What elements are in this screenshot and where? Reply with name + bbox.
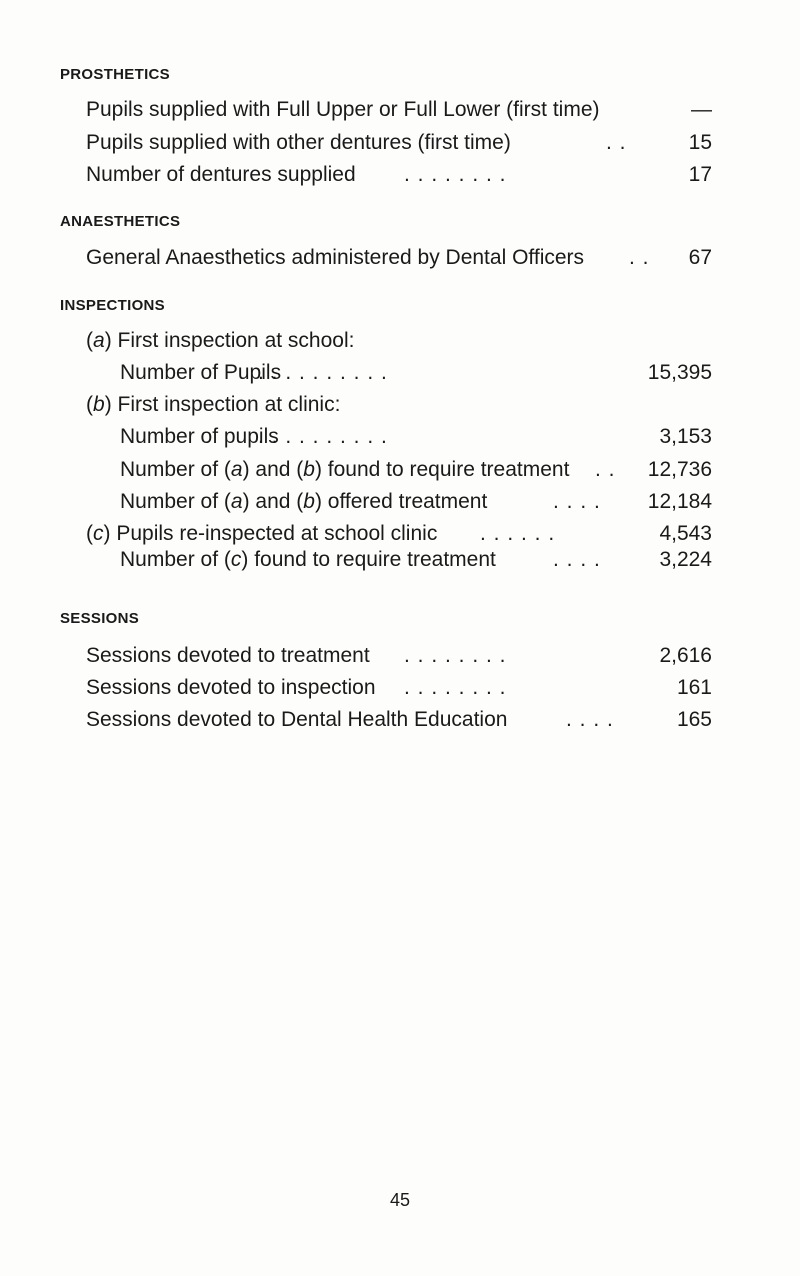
section-heading-anaesthetics: ANAESTHETICS bbox=[60, 213, 181, 230]
row-label: (a) First inspection at school: bbox=[86, 329, 355, 352]
row-value: 12,736 bbox=[647, 458, 712, 481]
row-label: Number of pupils bbox=[120, 425, 279, 448]
row-value: 12,184 bbox=[647, 490, 712, 513]
row-label: Pupils supplied with Full Upper or Full Lower (first time) bbox=[86, 98, 600, 121]
row-label: Number of dentures supplied bbox=[86, 163, 356, 186]
row-label: Sessions devoted to treatment bbox=[86, 644, 370, 667]
row-label: (c) Pupils re-inspected at school clinic bbox=[86, 522, 438, 545]
row-value: 2,616 bbox=[659, 644, 712, 667]
section-heading-prosthetics: PROSTHETICS bbox=[60, 66, 170, 83]
table-row bbox=[86, 161, 712, 189]
row-label: General Anaesthetics administered by Dental Officers bbox=[86, 246, 585, 269]
leader-dots: . . . . bbox=[553, 490, 601, 513]
table-row bbox=[120, 423, 712, 451]
section-heading-sessions: SESSIONS bbox=[60, 610, 140, 627]
table-row bbox=[86, 642, 712, 670]
row-value: 3,153 bbox=[659, 425, 712, 448]
row-label: (b) First inspection at clinic: bbox=[86, 393, 341, 416]
row-value: 161 bbox=[676, 676, 712, 699]
leader-dots: . . . . . . . . bbox=[404, 676, 507, 699]
leader-dots: . . bbox=[606, 131, 627, 154]
row-label: Sessions devoted to Dental Health Education bbox=[86, 708, 508, 731]
table-row bbox=[86, 129, 712, 157]
row-label: Number of (a) and (b) found to require treatment bbox=[120, 458, 570, 481]
table-row bbox=[86, 327, 712, 355]
row-label: Number of Pupils bbox=[120, 361, 282, 384]
row-value: 15,395 bbox=[647, 361, 712, 384]
row-value: — bbox=[691, 98, 712, 121]
row-label: Number of (a) and (b) offered treatment bbox=[120, 490, 488, 513]
row-label: Number of (c) found to require treatment bbox=[120, 548, 496, 571]
table-row bbox=[120, 488, 712, 516]
table-row bbox=[120, 359, 712, 387]
table-row bbox=[86, 674, 712, 702]
leader-dots: . . . . . . . . bbox=[404, 163, 507, 186]
row-value: 165 bbox=[676, 708, 712, 731]
table-row bbox=[86, 96, 712, 124]
table-row bbox=[120, 546, 712, 574]
leader-dots: . . . . bbox=[553, 548, 601, 571]
row-value: 17 bbox=[688, 163, 712, 186]
row-value: 15 bbox=[688, 131, 712, 154]
table-row bbox=[86, 244, 712, 272]
row-label: Pupils supplied with other dentures (first time) bbox=[86, 131, 511, 154]
row-label: Sessions devoted to inspection bbox=[86, 676, 376, 699]
table-row bbox=[120, 456, 712, 484]
leader-dots: . . . . . . bbox=[480, 522, 556, 545]
section-heading-inspections: INSPECTIONS bbox=[60, 297, 165, 314]
leader-dots: . . bbox=[629, 246, 650, 269]
row-value: 67 bbox=[688, 246, 712, 269]
page-number: 45 bbox=[389, 1190, 411, 1210]
table-row bbox=[86, 520, 712, 548]
row-value: 3,224 bbox=[659, 548, 712, 571]
row-value: 4,543 bbox=[659, 522, 712, 545]
leader-dots: . . . . . . . . . . bbox=[258, 361, 388, 384]
leader-dots: . . bbox=[595, 458, 616, 481]
table-row bbox=[86, 706, 712, 734]
leader-dots: . . . . bbox=[566, 708, 614, 731]
leader-dots: . . . . . . . . bbox=[404, 644, 507, 667]
table-row bbox=[86, 391, 712, 419]
leader-dots: . . . . . . . . . . bbox=[258, 425, 388, 448]
